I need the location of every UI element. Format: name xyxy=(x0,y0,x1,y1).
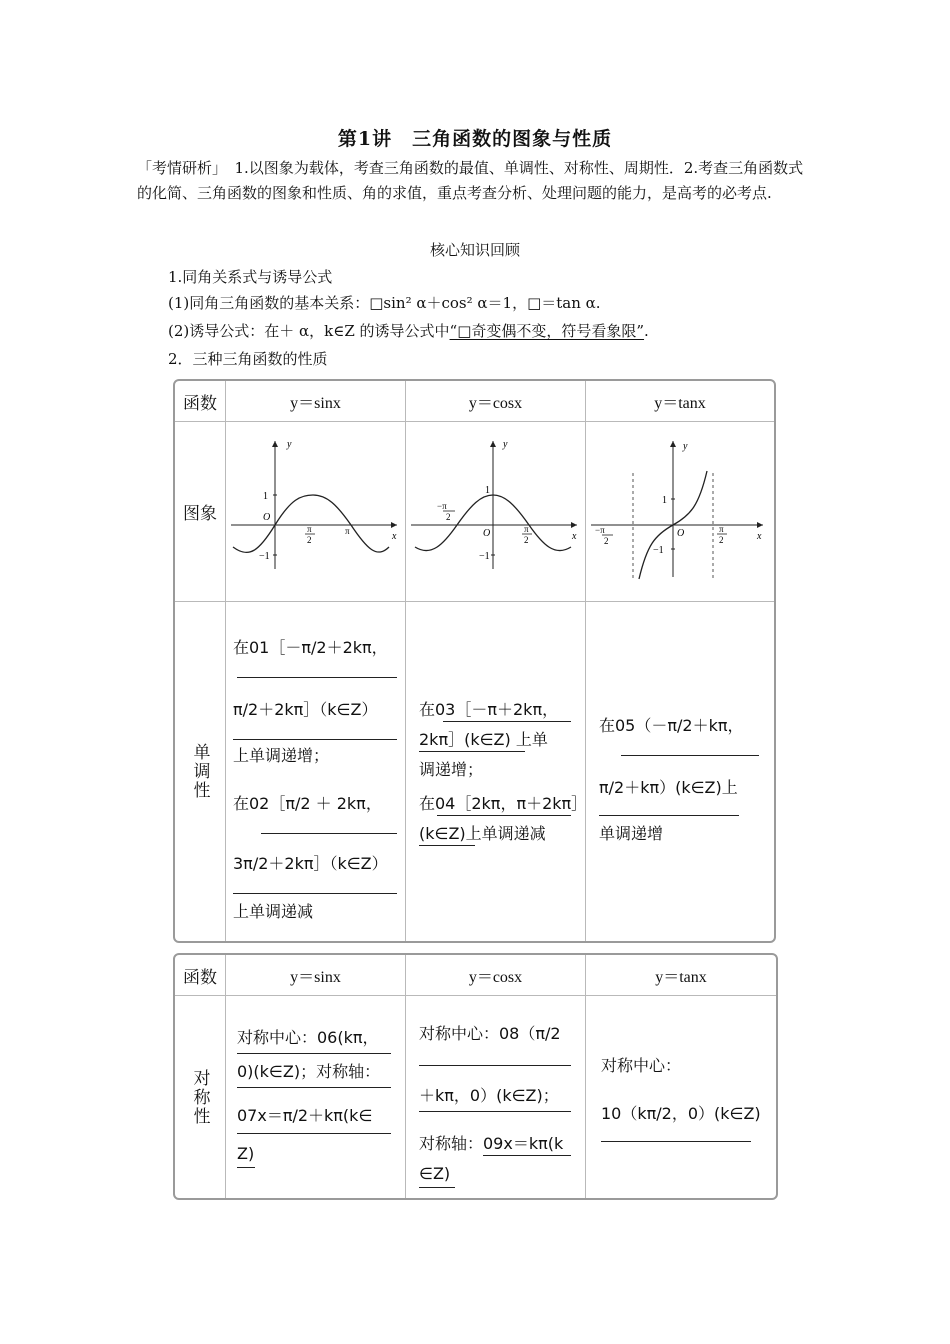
cos-tick-neg-half-pi-den: 2 xyxy=(446,512,451,522)
tan-y-label: y xyxy=(683,441,688,452)
sin-sym-line1: 对称中心：06(kπ， xyxy=(237,1028,379,1047)
cos-y-label: y xyxy=(503,439,508,450)
page-title: 第1讲 三角函数的图象与性质 xyxy=(337,128,613,150)
sin-tick-neg1: −1 xyxy=(259,551,270,562)
sin-x-label: x xyxy=(392,531,397,542)
sin-origin: O xyxy=(263,512,271,523)
row-mono-label: 单调性 xyxy=(189,743,210,800)
table1-head: 函数 xyxy=(183,393,217,414)
item-1-2-prefix: (2)诱导公式：在＋ α，k∈Z 的诱导公式中 xyxy=(168,322,450,340)
tan-tick-1: 1 xyxy=(662,495,667,506)
cos-x-label: x xyxy=(572,531,577,542)
tan-origin: O xyxy=(677,528,685,539)
tan-sym-line2: 10（kπ/2，0）(k∈Z) xyxy=(601,1104,761,1123)
sin-sym-line3: 07x＝π/2＋kπ(k∈ xyxy=(237,1106,373,1125)
cos-graph xyxy=(409,435,581,571)
sin-mono-line3: 上单调递增； xyxy=(233,746,330,765)
sin-mono-line1: 在01［－π/2＋2kπ， xyxy=(233,638,388,657)
tan-mono-line3: 单调递增 xyxy=(599,824,664,843)
row-graph-label: 图象 xyxy=(183,504,217,524)
table1-col-sin: y＝sinx xyxy=(290,394,341,412)
tan-tick-half-pi-den: 2 xyxy=(719,535,724,545)
item-1-2-suffix: . xyxy=(644,322,649,340)
tan-mono-line1: 在05（－π/2＋kπ， xyxy=(599,716,744,735)
cos-mono-line2: 2kπ］(k∈Z) 上单 xyxy=(419,730,548,749)
sin-sym-line4: Z) xyxy=(237,1144,255,1163)
item-1-2-quote: “□奇变偶不变，符号看象限” xyxy=(449,322,645,340)
sin-mono-line5: 3π/2＋2kπ］（k∈Z） xyxy=(233,854,388,873)
tan-tick-neg-half-pi-den: 2 xyxy=(604,536,609,546)
item-1-2 xyxy=(168,320,649,341)
cos-sym-line1: 对称中心：08（π/2 xyxy=(419,1024,561,1043)
row-sym-label: 对称性 xyxy=(189,1068,210,1126)
sin-mono-line6: 上单调递减 xyxy=(233,902,314,921)
properties-table-2 xyxy=(173,953,778,1200)
tan-tick-neg-half-pi-num: −π xyxy=(595,525,605,535)
item-1-1: (1)同角三角函数的基本关系：□sin² α＋cos² α＝1，□＝tan α. xyxy=(168,294,601,312)
sin-tick-half-pi-den: 2 xyxy=(307,535,312,545)
properties-table-1 xyxy=(173,379,776,943)
intro-paragraph: 「考情研析」 1.以图象为载体，考查三角函数的最值、单调性、对称性、周期性．2.考查三角函数式的化简、三角函数的图象和性质、角的求值，重点考查分析、处理问题的能力，是高考的必考点. xyxy=(137,159,804,202)
cos-tick-1: 1 xyxy=(485,485,490,496)
sin-graph xyxy=(229,435,401,571)
table1-col-cos: y＝cosx xyxy=(468,394,523,412)
tan-mono-line2: π/2＋kπ）(k∈Z)上 xyxy=(599,778,738,797)
sin-tick-1: 1 xyxy=(263,491,268,502)
tan-tick-neg1: −1 xyxy=(653,545,664,556)
table1-col-tan: y＝tanx xyxy=(654,394,706,412)
sin-mono-line4: 在02［π/2 ＋ 2kπ， xyxy=(233,794,382,813)
sin-y-label: y xyxy=(287,439,292,450)
tan-sym-line1: 对称中心： xyxy=(601,1056,682,1075)
cos-mono-line1: 在03［－π＋2kπ， xyxy=(419,700,559,719)
cos-mono-line5: (k∈Z)上单调递减 xyxy=(419,824,546,843)
cos-mono-line3: 调递增； xyxy=(419,760,484,779)
table2-head: 函数 xyxy=(183,967,217,988)
sin-tick-pi: π xyxy=(345,526,350,536)
cos-sym-line4: ∈Z) xyxy=(419,1164,451,1183)
cos-tick-half-pi-den: 2 xyxy=(524,535,529,545)
sin-mono-line2: π/2＋2kπ］（k∈Z） xyxy=(233,700,378,719)
cos-tick-neg-half-pi-num: −π xyxy=(437,501,447,511)
table2-col-cos: y＝cosx xyxy=(468,968,523,986)
tan-x-label: x xyxy=(757,531,762,542)
cos-tick-half-pi-num: π xyxy=(524,524,529,534)
cos-origin: O xyxy=(483,528,491,539)
section-title: 核心知识回顾 xyxy=(429,241,520,259)
tan-graph xyxy=(589,435,769,585)
cos-sym-line2: ＋kπ，0）(k∈Z)； xyxy=(419,1086,559,1105)
cos-tick-neg1: −1 xyxy=(479,551,490,562)
item-2: 2．三种三角函数的性质 xyxy=(168,350,328,368)
cos-mono-line4: 在04［2kπ，π＋2kπ］ xyxy=(419,794,588,813)
sin-tick-half-pi-num: π xyxy=(307,524,312,534)
table2-col-tan: y＝tanx xyxy=(655,968,707,986)
table2-col-sin: y＝sinx xyxy=(290,968,341,986)
tan-tick-half-pi-num: π xyxy=(719,524,724,534)
sin-sym-line2: 0)(k∈Z)；对称轴： xyxy=(237,1062,381,1081)
cos-sym-line3: 对称轴：09x＝kπ(k xyxy=(419,1134,564,1153)
item-1: 1.同角关系式与诱导公式 xyxy=(168,268,333,286)
